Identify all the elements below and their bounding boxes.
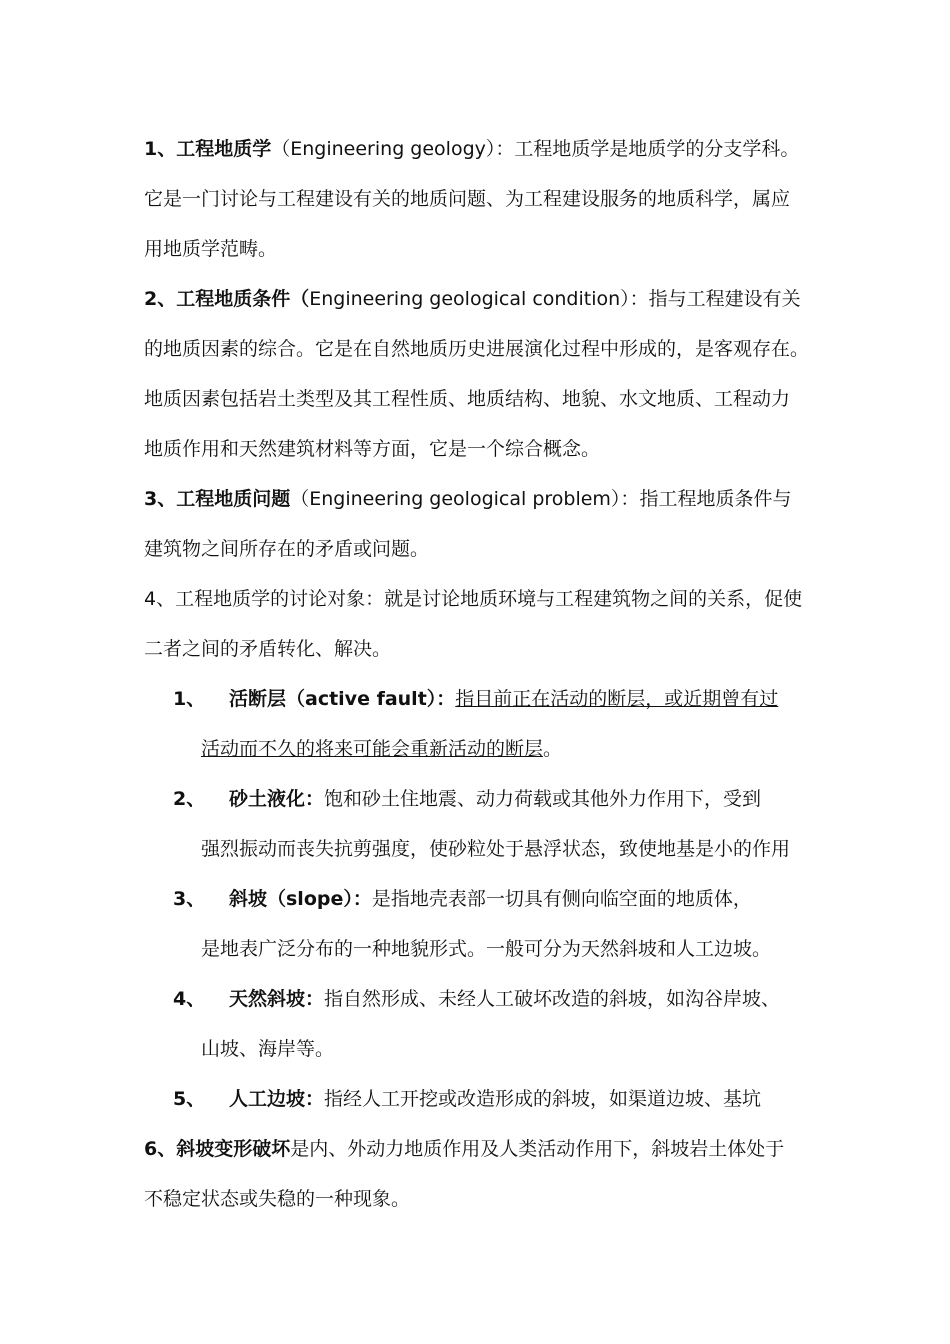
sub-item-1-number: 1、 — [173, 688, 206, 710]
item-6-term: 6、斜坡变形破坏 — [144, 1138, 291, 1160]
item-2-english: Engineering geological condition）： — [309, 288, 649, 310]
item-2-text: 指与工程建设有关 — [648, 288, 801, 310]
item-4-line-1: 4、工程地质学的讨论对象：就是讨论地质环境与工程建筑物之间的关系，促使 — [144, 588, 803, 610]
sub-item-1-text-2: 活动而不久的将来可能会重新活动的断层 — [201, 738, 544, 760]
item-1-line-2: 它是一门讨论与工程建设有关的地质问题、为工程建设服务的地质科学，属应 — [144, 188, 791, 210]
item-6-line-2: 不稳定状态或失稳的一种现象。 — [144, 1188, 411, 1210]
sub-item-2-line-1 — [144, 774, 810, 824]
item-2-line-4: 地质作用和天然建筑材料等方面，它是一个综合概念。 — [144, 438, 601, 460]
item-4-line-2: 二者之间的矛盾转化、解决。 — [144, 638, 392, 660]
item-2-line-3: 地质因素包括岩土类型及其工程性质、地质结构、地貌、水文地质、工程动力 — [144, 388, 791, 410]
sub-item-3-line-2: 是地表广泛分布的一种地貌形式。一般可分为天然斜坡和人工边坡。 — [201, 938, 772, 960]
item-3-text: 指工程地质条件与 — [639, 488, 792, 510]
item-2-line-2: 的地质因素的综合。它是在自然地质历史进展演化过程中形成的，是客观存在。 — [144, 338, 810, 360]
sub-item-5-line-1 — [144, 1074, 810, 1124]
item-2-line-1 — [144, 274, 810, 324]
item-6-line-1 — [144, 1124, 810, 1174]
sub-item-3-line-1 — [144, 874, 810, 924]
sub-item-4-line-2: 山坡、海岸等。 — [201, 1038, 335, 1060]
sub-item-5-text: 指经人工开挖或改造形成的斜坡，如渠道边坡、基坑 — [324, 1088, 762, 1110]
sub-item-2-text: 饱和砂土住地震、动力荷载或其他外力作用下，受到 — [324, 788, 762, 810]
item-2-term: 工程地质条件（ — [176, 288, 310, 310]
sub-item-1-term: 活断层（active fault）： — [229, 688, 456, 710]
sub-item-3-text: 是指地壳表部一切具有侧向临空面的地质体， — [371, 888, 752, 910]
item-1-text: 工程地质学是地质学的分支学科。 — [514, 138, 800, 160]
document-content — [144, 124, 810, 1224]
sub-item-2-number: 2、 — [173, 788, 206, 810]
item-3-term: 工程地质问题 — [176, 488, 291, 510]
sub-item-3-number: 3、 — [173, 888, 206, 910]
sub-item-5-term: 人工边坡： — [229, 1088, 325, 1110]
item-3-line-2: 建筑物之间所存在的矛盾或问题。 — [144, 538, 430, 560]
item-1-line-3: 用地质学范畴。 — [144, 238, 278, 260]
item-1-line-1 — [144, 124, 810, 174]
sub-item-1-tail: 。 — [543, 738, 563, 760]
item-6-text: 是内、外动力地质作用及人类活动作用下，斜坡岩土体处于 — [290, 1138, 785, 1160]
item-2-number: 2、 — [144, 288, 177, 310]
sub-item-4-line-1 — [144, 974, 810, 1024]
sub-item-4-number: 4、 — [173, 988, 206, 1010]
sub-item-1-line-1 — [144, 674, 810, 724]
item-3-number: 3、 — [144, 488, 177, 510]
sub-item-4-term: 天然斜坡： — [229, 988, 325, 1010]
item-3-line-1 — [144, 474, 810, 524]
item-3-english: （Engineering geological problem）： — [290, 488, 640, 510]
sub-item-5-number: 5、 — [173, 1088, 206, 1110]
sub-item-1-line-2 — [144, 724, 810, 774]
item-1-term: 工程地质学 — [176, 138, 272, 160]
sub-item-4-text: 指自然形成、未经人工破坏改造的斜坡，如沟谷岸坡、 — [324, 988, 781, 1010]
item-1-english: （Engineering geology）： — [271, 138, 515, 160]
sub-item-3-term: 斜坡（slope）： — [229, 888, 372, 910]
sub-item-1-text: 指目前正在活动的断层，或近期曾有过 — [455, 688, 779, 710]
sub-item-2-line-2: 强烈振动而丧失抗剪强度，使砂粒处于悬浮状态，致使地基是小的作用 — [201, 838, 791, 860]
sub-item-2-term: 砂土液化： — [229, 788, 325, 810]
item-1-number: 1、 — [144, 138, 177, 160]
